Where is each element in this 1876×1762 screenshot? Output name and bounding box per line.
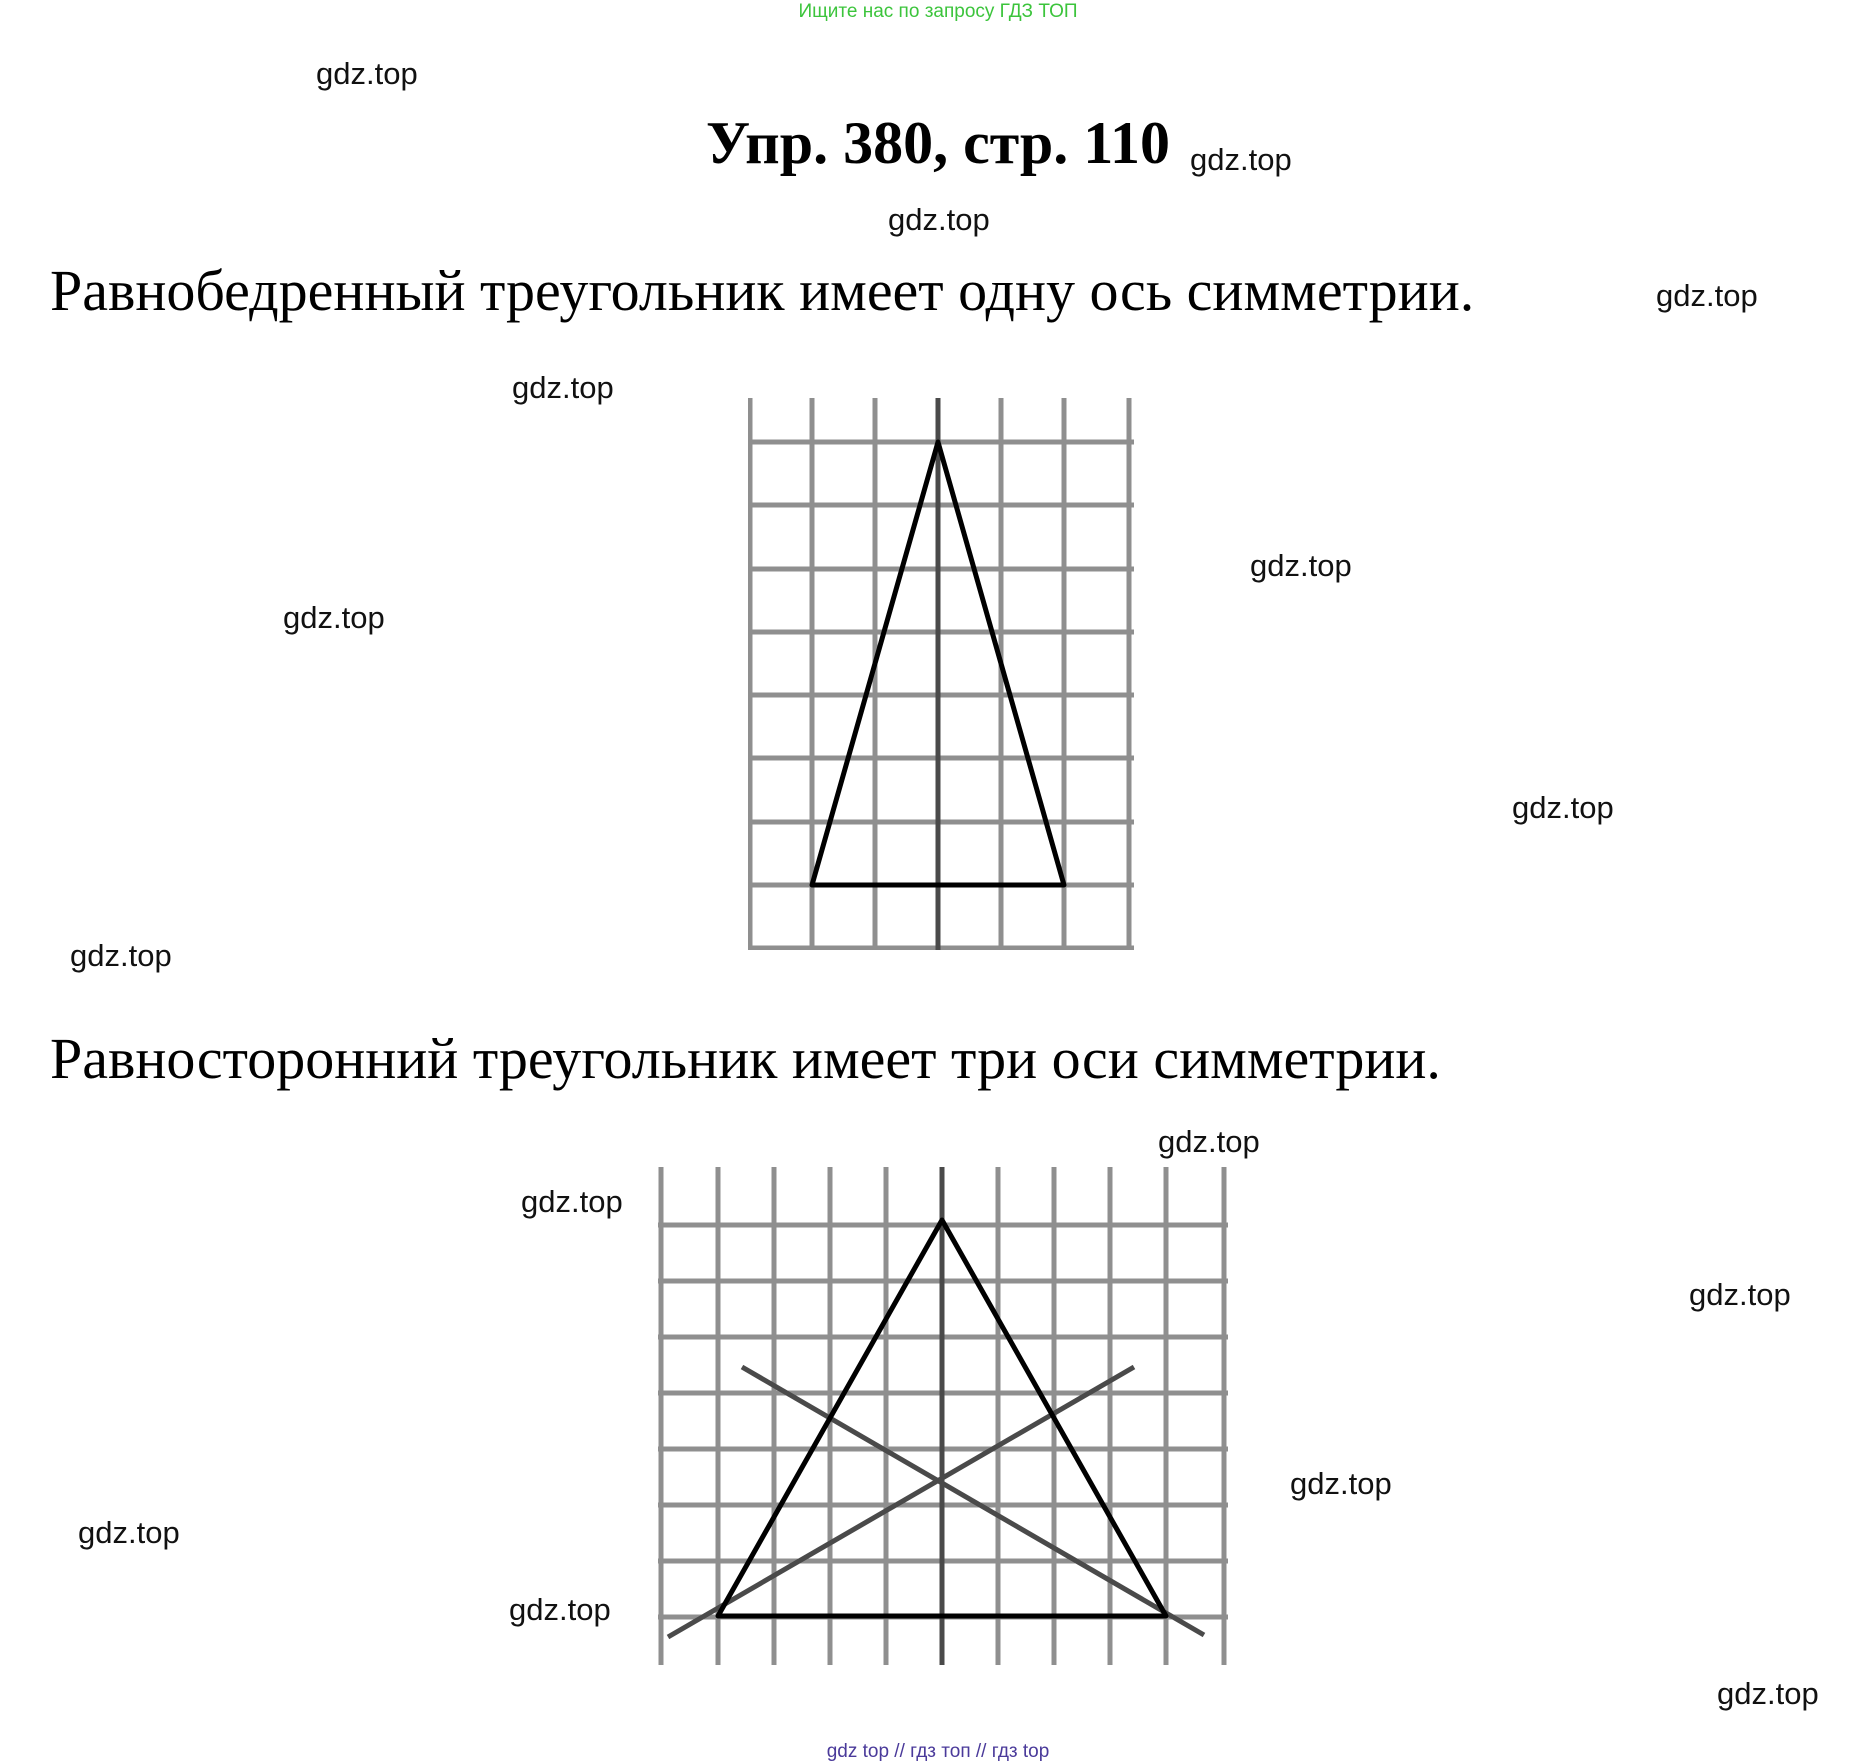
isosceles-triangle-figure [748,398,1134,950]
symmetry-axis-right [742,1367,1204,1635]
footer-links[interactable]: gdz top // гдз топ // гдз top [826,1741,1050,1762]
equilateral-triangle-figure [658,1167,1228,1665]
watermark: gdz.top [1190,142,1292,177]
symmetry-axis-left [668,1367,1134,1637]
statement-equilateral: Равносторонний треугольник имеет три оси симметрии. [50,1026,1441,1091]
watermark: gdz.top [1290,1466,1392,1501]
watermark: gdz.top [521,1184,623,1219]
page-title: Упр. 380, стр. 110 [706,110,1170,176]
watermark: gdz.top [888,202,990,237]
isosceles-triangle-drawing [748,398,1134,950]
watermark: gdz.top [70,938,172,973]
watermark: gdz.top [1717,1676,1819,1711]
watermark: gdz.top [1689,1277,1791,1312]
watermark: gdz.top [1656,278,1758,313]
watermark: gdz.top [512,370,614,405]
watermark: gdz.top [1250,548,1352,583]
top-notice[interactable]: Ищите нас по запросу ГДЗ ТОП [798,1,1078,22]
watermark: gdz.top [1512,790,1614,825]
watermark: gdz.top [316,56,418,91]
watermark: gdz.top [509,1592,611,1627]
watermark: gdz.top [283,600,385,635]
watermark: gdz.top [78,1515,180,1550]
equilateral-triangle-drawing [658,1167,1228,1665]
statement-isosceles: Равнобедренный треугольник имеет одну ось симметрии. [50,258,1475,323]
grid [748,398,1134,950]
watermark: gdz.top [1158,1124,1260,1159]
